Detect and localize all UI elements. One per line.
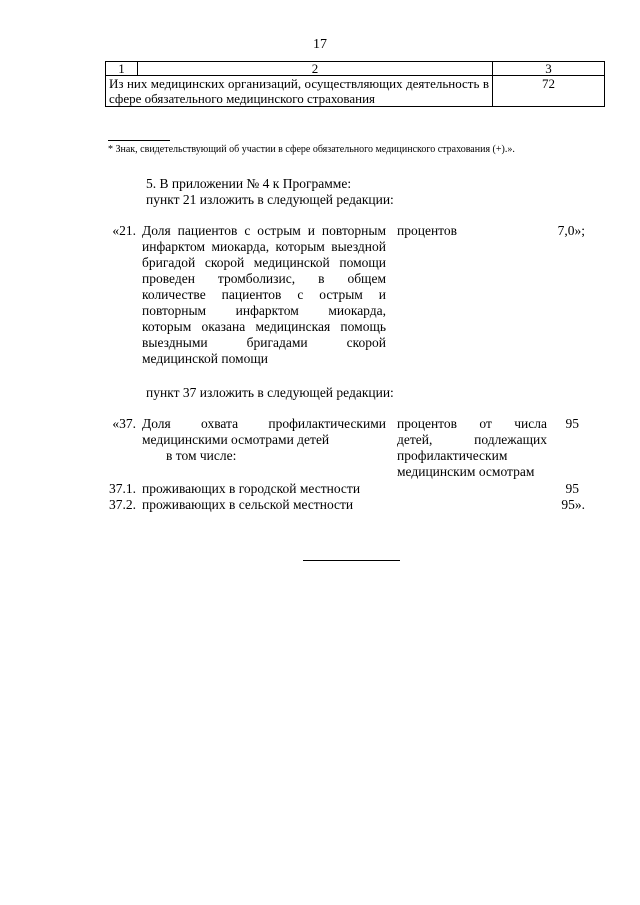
item21-value: 7,0»;: [557, 223, 585, 238]
item37-intro: пункт 37 изложить в следующей редакции:: [146, 385, 394, 400]
item21-unit: процентов: [397, 223, 458, 238]
section-heading: 5. В приложении № 4 к Программе:: [146, 176, 352, 191]
footnote: * Знак, свидетельствующий об участии в сфере обязательного медицинского страхования (+).».: [108, 144, 515, 155]
table-cell-value: 72: [493, 76, 605, 107]
table-header-row: [106, 62, 605, 76]
item37-value: 95: [565, 416, 579, 431]
item37-1-text: проживающих в городской местности: [142, 481, 361, 496]
item37-number: «37.: [112, 416, 136, 431]
end-separator: [303, 560, 400, 561]
item37-1-number: 37.1.: [109, 481, 136, 496]
item21-intro: пункт 21 изложить в следующей редакции:: [146, 192, 394, 207]
page-number: 17: [313, 37, 327, 52]
item37-subtext: в том числе:: [166, 448, 237, 463]
item37-1-value: 95: [565, 481, 579, 496]
item37-text: [142, 416, 386, 464]
table-row: [106, 76, 605, 107]
table-cell-description: Из них медицинских организаций, осуществляющих деятельность в сфере обязательного медицинского страхования: [106, 76, 493, 107]
footnote-separator: [108, 140, 170, 141]
item37-unit: процентов от числа детей, подлежащих профилактическим медицинским осмотрам: [397, 416, 547, 479]
item37-main-text: Доля охвата профилактическими медицинскими осмотрами детей: [142, 416, 386, 447]
item37-2-number: 37.2.: [109, 497, 136, 512]
item21-number: «21.: [112, 223, 136, 238]
table-header-cell: 2: [138, 62, 493, 76]
table-header-cell: 1: [106, 62, 138, 76]
table-header-cell: 3: [493, 62, 605, 76]
item21-text: Доля пациентов с острым и повторным инфарктом миокарда, которым выездной бригадой скорой медицинской помощи проведен тромболизис, в общем количестве пациентов с острым и повторным инфарктом миокарда, которым оказана медицинская помощь выездными бригадами скорой медицинской помощи: [142, 223, 386, 366]
data-table: [105, 61, 605, 107]
item37-2-value: 95».: [561, 497, 585, 512]
item37-2-text: проживающих в сельской местности: [142, 497, 354, 512]
